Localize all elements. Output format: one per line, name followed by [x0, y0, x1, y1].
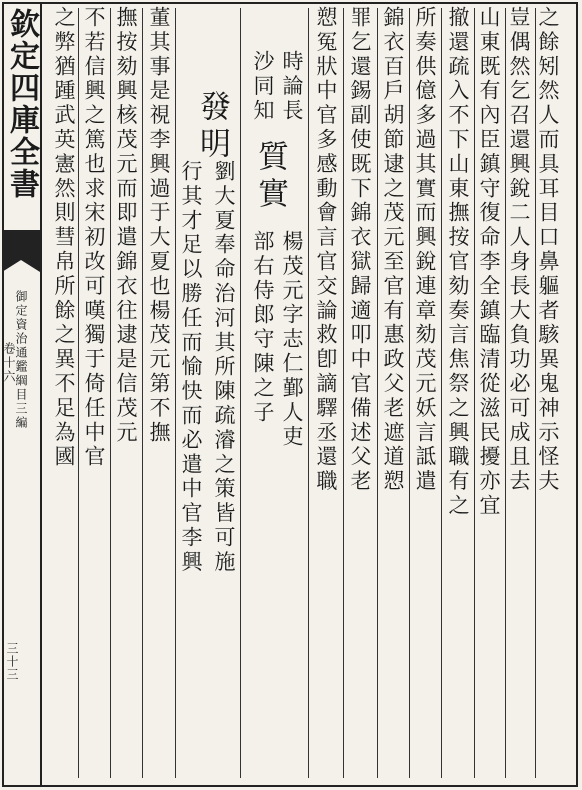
text-column: 愬冤狀中官多感動會言官交論救卽謫驛丞還職 [314, 6, 338, 494]
text-column: 之餘矧然人而具耳目口鼻軀者駭異鬼神示怪夫 [536, 6, 560, 494]
text-column: 部右侍郎守陳之子 [251, 230, 275, 426]
text-column: 董其事是視李興過于大夏也楊茂元第不撫 [147, 6, 171, 446]
volume-number: 卷十六 [2, 342, 16, 384]
text-column: 不若信興之篤也求宋初改可嘆獨于倚任中官 [82, 6, 106, 470]
text-column: 行其才足以勝任而愉快而必遣中官李興 [179, 160, 203, 575]
column-rule [240, 8, 241, 778]
text-column: 時論長 [280, 50, 304, 124]
collection-title: 欽定四庫全書 [4, 8, 39, 200]
column-rule [110, 8, 111, 778]
section-heading: 質實 [252, 140, 288, 214]
book-title: 御定資治通鑑綱目三編 [14, 290, 28, 430]
text-column: 豈偶然乞召還興銳二人身長大負功必可成且去 [507, 6, 531, 494]
text-column: 楊茂元字志仁鄞人吏 [280, 230, 304, 450]
section-heading: 發明 [194, 90, 230, 164]
column-rule [175, 8, 176, 778]
column-rule [377, 8, 378, 778]
text-column: 罪乞還錫副使既下錦衣獄歸適叩中官備述父老 [348, 6, 372, 494]
text-column: 所奏供億多過其實而興銳連章劾茂元妖言詆遣 [413, 6, 437, 494]
text-column: 之弊猶踵武英憲然則彗帛所餘之異不足為國 [52, 6, 76, 470]
text-column: 山東既有內臣鎮守復命李全鎮臨清從滋民擾亦宜 [477, 6, 501, 519]
column-rule [441, 8, 442, 778]
page-number: 三十三 [5, 642, 19, 681]
column-rule [78, 8, 79, 778]
column-rule [343, 8, 344, 778]
column-rule [308, 8, 309, 778]
text-column: 錦衣百戶胡節逮之茂元至官有惠政父老遮道愬 [381, 6, 405, 494]
column-rule [142, 8, 143, 778]
text-column: 劉大夏奉命治河其所陳疏濬之策皆可施 [212, 160, 236, 575]
fishtail-mark [2, 230, 40, 260]
text-column: 撫按劾興核茂元而即遣錦衣往逮是信茂元 [114, 6, 138, 446]
column-rule [409, 8, 410, 778]
text-column: 沙同知 [251, 50, 275, 124]
page-margin [2, 2, 42, 787]
text-column: 撤還疏入不下山東撫按官劾奏言焦祭之興職有之 [446, 6, 470, 519]
